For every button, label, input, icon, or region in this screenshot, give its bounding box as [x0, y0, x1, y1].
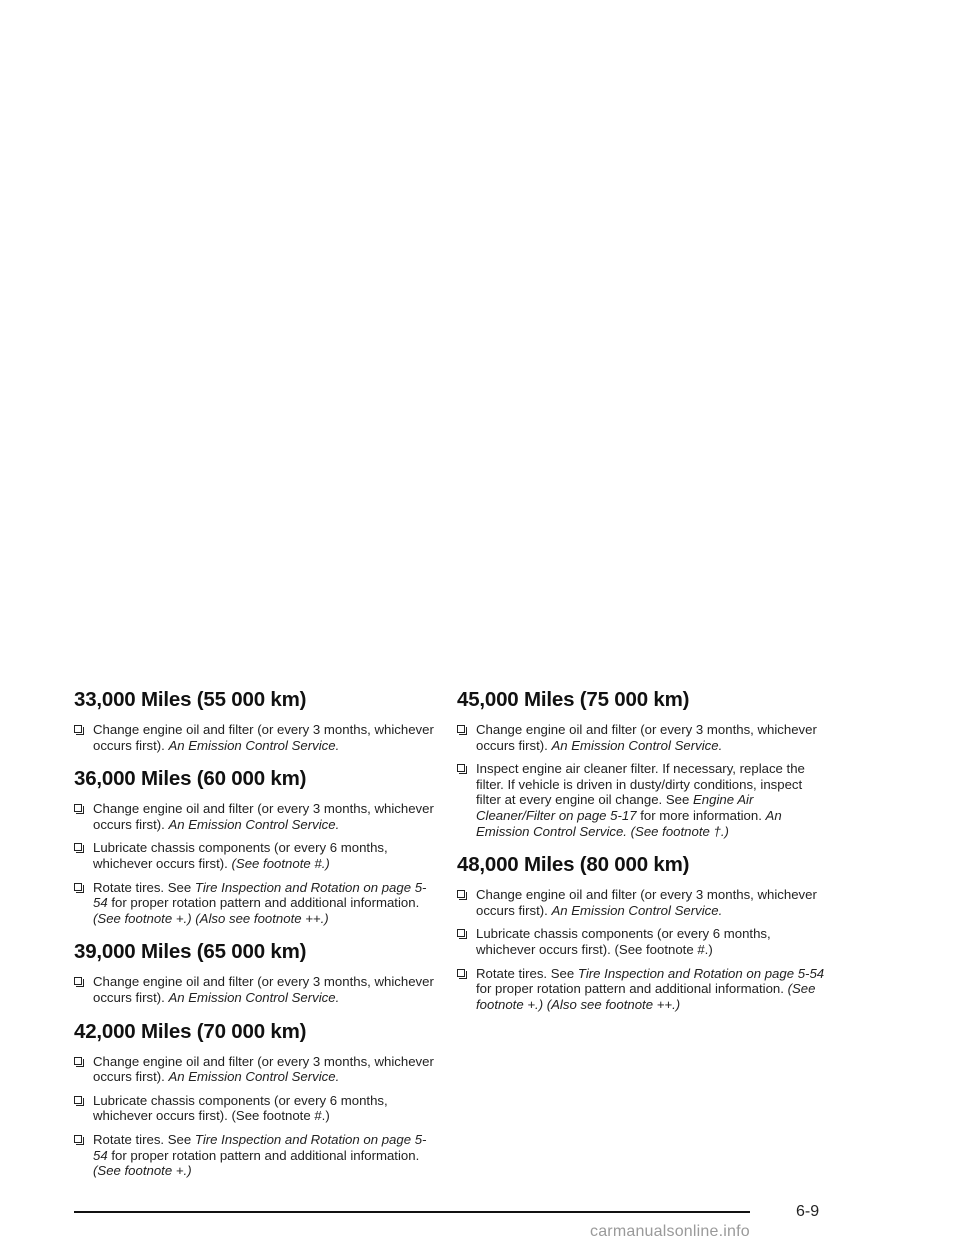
checkbox-icon: [457, 764, 465, 772]
maintenance-section: [74, 1020, 434, 1179]
item-text: for more information.: [636, 807, 766, 823]
checkbox-icon: [74, 1057, 82, 1065]
checkbox-icon: [74, 843, 82, 851]
checkbox-icon: [457, 725, 465, 733]
left-column: [74, 688, 434, 1193]
item-reference: (See footnote #.): [231, 855, 330, 871]
checklist-item: [74, 880, 434, 927]
checkbox-icon: [74, 1135, 82, 1143]
maintenance-section: [457, 853, 827, 1012]
item-reference: (See footnote +.): [93, 1163, 192, 1179]
checkbox-icon: [74, 725, 82, 733]
item-text: Lubricate chassis components (or every 6 months, whichever occurs first). (See footnote #.): [476, 926, 771, 957]
page-number: 6-9: [796, 1203, 820, 1220]
checklist-item: [74, 801, 434, 832]
item-reference: An Emission Control Service.: [168, 737, 340, 753]
footer-rule: [74, 1211, 750, 1213]
item-text: Inspect engine air cleaner filter. If necessary, replace the filter. If vehicle is driven in dusty/dirty conditions, inspect filter at every engine oil change. See: [476, 761, 805, 808]
item-text: Change engine oil and filter (or every 3 months, whichever occurs first).: [93, 974, 434, 1005]
watermark: carmanualsonline.info: [590, 1223, 750, 1240]
item-text: for proper rotation pattern and additional information.: [107, 895, 420, 911]
item-text: Change engine oil and filter (or every 3 months, whichever occurs first).: [476, 887, 817, 918]
checklist-item: [74, 1093, 434, 1124]
item-text: Rotate tires. See: [93, 1131, 195, 1147]
checklist-item: [457, 761, 827, 839]
item-text: for proper rotation pattern and additional information.: [107, 1147, 420, 1163]
checklist-item: [457, 722, 827, 753]
item-text: for proper rotation pattern and additional information.: [476, 981, 788, 997]
item-text: Change engine oil and filter (or every 3 months, whichever occurs first).: [93, 801, 434, 832]
maintenance-section: [74, 767, 434, 926]
checklist-item: [457, 926, 827, 957]
item-reference: Engine Air Cleaner/Filter on page 5-17: [476, 792, 754, 823]
item-reference: (See footnote +.) (Also see footnote ++.): [93, 910, 329, 926]
item-reference: An Emission Control Service.: [168, 989, 340, 1005]
checklist-item: [457, 966, 827, 1013]
checkbox-icon: [457, 890, 465, 898]
item-text: Rotate tires. See: [476, 965, 578, 981]
checkbox-icon: [74, 883, 82, 891]
item-reference: An Emission Control Service.: [551, 902, 723, 918]
item-reference: An Emission Control Service.: [168, 1069, 340, 1085]
checklist-item: [74, 840, 434, 871]
checklist-item: [74, 1054, 434, 1085]
item-text: Change engine oil and filter (or every 3 months, whichever occurs first).: [476, 722, 817, 753]
section-title: 42,000 Miles (70 000 km): [74, 1019, 307, 1043]
item-reference: An Emission Control Service.: [551, 737, 723, 753]
section-title: 45,000 Miles (75 000 km): [457, 688, 690, 711]
checklist-item: [457, 887, 827, 918]
item-reference: Tire Inspection and Rotation on page 5-54: [93, 1131, 427, 1163]
item-reference: An Emission Control Service.: [168, 816, 340, 832]
section-title: 36,000 Miles (60 000 km): [74, 767, 307, 791]
checklist-item: [74, 1132, 434, 1179]
item-text: Lubricate chassis components (or every 6 months, whichever occurs first). (See footnote #.): [93, 1092, 388, 1124]
maintenance-section: [457, 688, 827, 839]
section-title: 39,000 Miles (65 000 km): [74, 940, 307, 964]
checkbox-icon: [74, 1096, 82, 1104]
item-reference: (See footnote +.) (Also see footnote ++.): [476, 981, 816, 1012]
checklist-item: [74, 974, 434, 1005]
item-text: Lubricate chassis components (or every 6 months, whichever occurs first).: [93, 840, 388, 871]
checkbox-icon: [457, 929, 465, 937]
item-text: Rotate tires. See: [93, 879, 195, 895]
maintenance-section: [74, 688, 434, 753]
item-reference: Tire Inspection and Rotation on page 5-54: [577, 965, 825, 981]
checkbox-icon: [74, 804, 82, 812]
maintenance-section: [74, 940, 434, 1005]
checklist-item: [74, 722, 434, 753]
item-text: Change engine oil and filter (or every 3 months, whichever occurs first).: [93, 722, 434, 753]
item-reference: An Emission Control Service. (See footnote †.): [476, 807, 782, 839]
checkbox-icon: [457, 969, 465, 977]
section-title: 33,000 Miles (55 000 km): [74, 688, 307, 711]
item-reference: Tire Inspection and Rotation on page 5-54: [93, 879, 427, 911]
checkbox-icon: [74, 977, 82, 985]
right-column: [457, 688, 827, 1026]
item-text: Change engine oil and filter (or every 3 months, whichever occurs first).: [93, 1053, 434, 1085]
section-title: 48,000 Miles (80 000 km): [457, 853, 690, 877]
